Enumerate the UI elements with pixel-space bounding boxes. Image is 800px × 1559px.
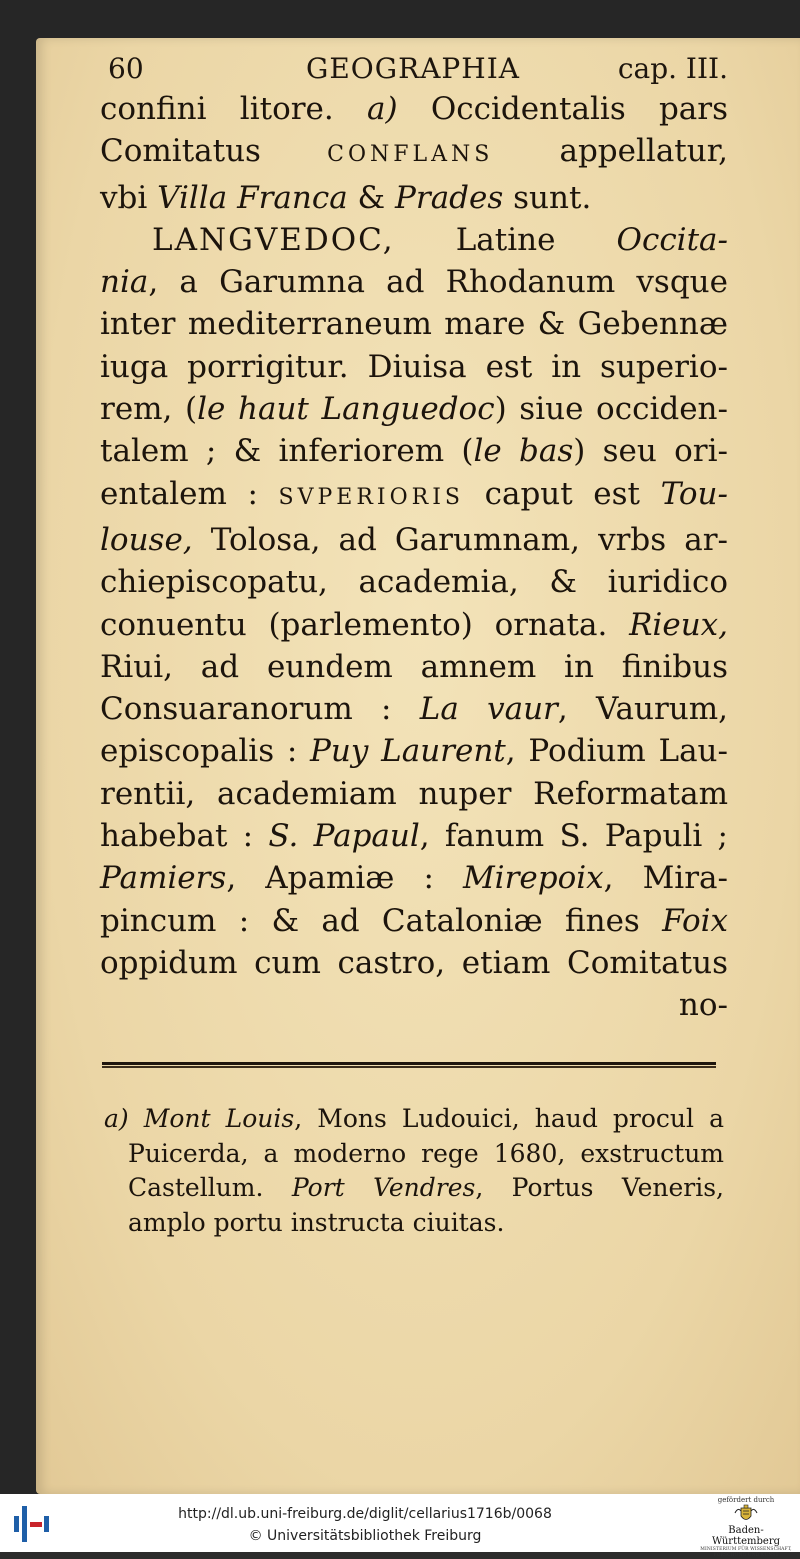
catchword: no-	[678, 987, 728, 1024]
text-line: entalem : SVPERIORIS caput est Tou-	[100, 475, 728, 512]
copyright-notice: © Universitätsbibliothek Freiburg	[248, 1528, 482, 1544]
text-line: rentii, academiam nuper Reformatam	[100, 775, 728, 812]
permalink-url[interactable]: http://dl.ub.uni-freiburg.de/diglit/cellarius1716b/0068	[178, 1506, 552, 1522]
baden-wuerttemberg-crest-icon	[733, 1505, 759, 1525]
page-number: 60	[108, 52, 144, 85]
text-line: habebat : S. Papaul, fanum S. Papuli ;	[100, 818, 728, 855]
chapter-label: cap. III.	[617, 52, 728, 85]
text-line: Riui, ad eundem amnem in finibus	[100, 648, 728, 685]
text-line: iuga porrigitur. Diuisa est in superio-	[100, 348, 728, 385]
text-line: Consuaranorum : La vaur, Vaurum,	[100, 691, 728, 728]
text-line: chiepiscopatu, academia, & iuridico	[100, 564, 728, 601]
running-title: GEOGRAPHIA	[306, 52, 520, 85]
text-line: pincum : & ad Cataloniæ fines Foix	[100, 902, 728, 939]
text-line: confini litore. a) Occidentalis pars	[100, 91, 729, 127]
text-line: louse, Tolosa, ad Garumnam, vrbs ar-	[100, 521, 728, 558]
text-line: Pamiers, Apamiæ : Mirepoix, Mira-	[100, 860, 728, 897]
sponsor-ministry: MINISTERIUM FÜR WISSENSCHAFT, FORSCHUNG UND KUNST	[700, 1547, 792, 1558]
sponsor-label: gefördert durch	[717, 1496, 775, 1504]
footnote-line: amplo portu instructa ciuitas.	[128, 1207, 505, 1237]
text-line: episcopalis : Puy Laurent, Podium Lau-	[100, 733, 728, 770]
text-line: oppidum cum castro, etiam Comitatus	[100, 944, 728, 981]
footnote-rule	[102, 1062, 716, 1068]
viewer-footer	[0, 1494, 800, 1558]
footnote-line: a) Mont Louis, Mons Ludouici, haud procul a	[104, 1104, 724, 1133]
footnote-line: Puicerda, a moderno rege 1680, exstructum	[128, 1138, 724, 1168]
footnote-line: Castellum. Port Vendres, Portus Veneris,	[128, 1173, 724, 1202]
text-line: conuentu (parlemento) ornata. Rieux,	[100, 606, 728, 643]
sponsor-name: Baden-Württemberg	[711, 1525, 781, 1547]
text-line: rem, (le haut Languedoc) siue occiden-	[100, 391, 728, 428]
text-line: Comitatus CONFLANS appellatur,	[100, 133, 729, 170]
main-text	[100, 88, 728, 1027]
page-header	[108, 52, 728, 92]
text-line: LANGVEDOC, Latine Occita-	[152, 221, 729, 258]
text-line: vbi Villa Franca & Prades sunt.	[100, 179, 592, 216]
footnote	[104, 1102, 724, 1240]
text-line: talem ; & inferiorem (le bas) seu ori-	[100, 433, 728, 470]
sponsor-block	[698, 1496, 794, 1558]
text-line: nia, a Garumna ad Rhodanum vsque	[100, 264, 728, 301]
text-line: inter mediterraneum mare & Gebennæ	[100, 306, 728, 343]
